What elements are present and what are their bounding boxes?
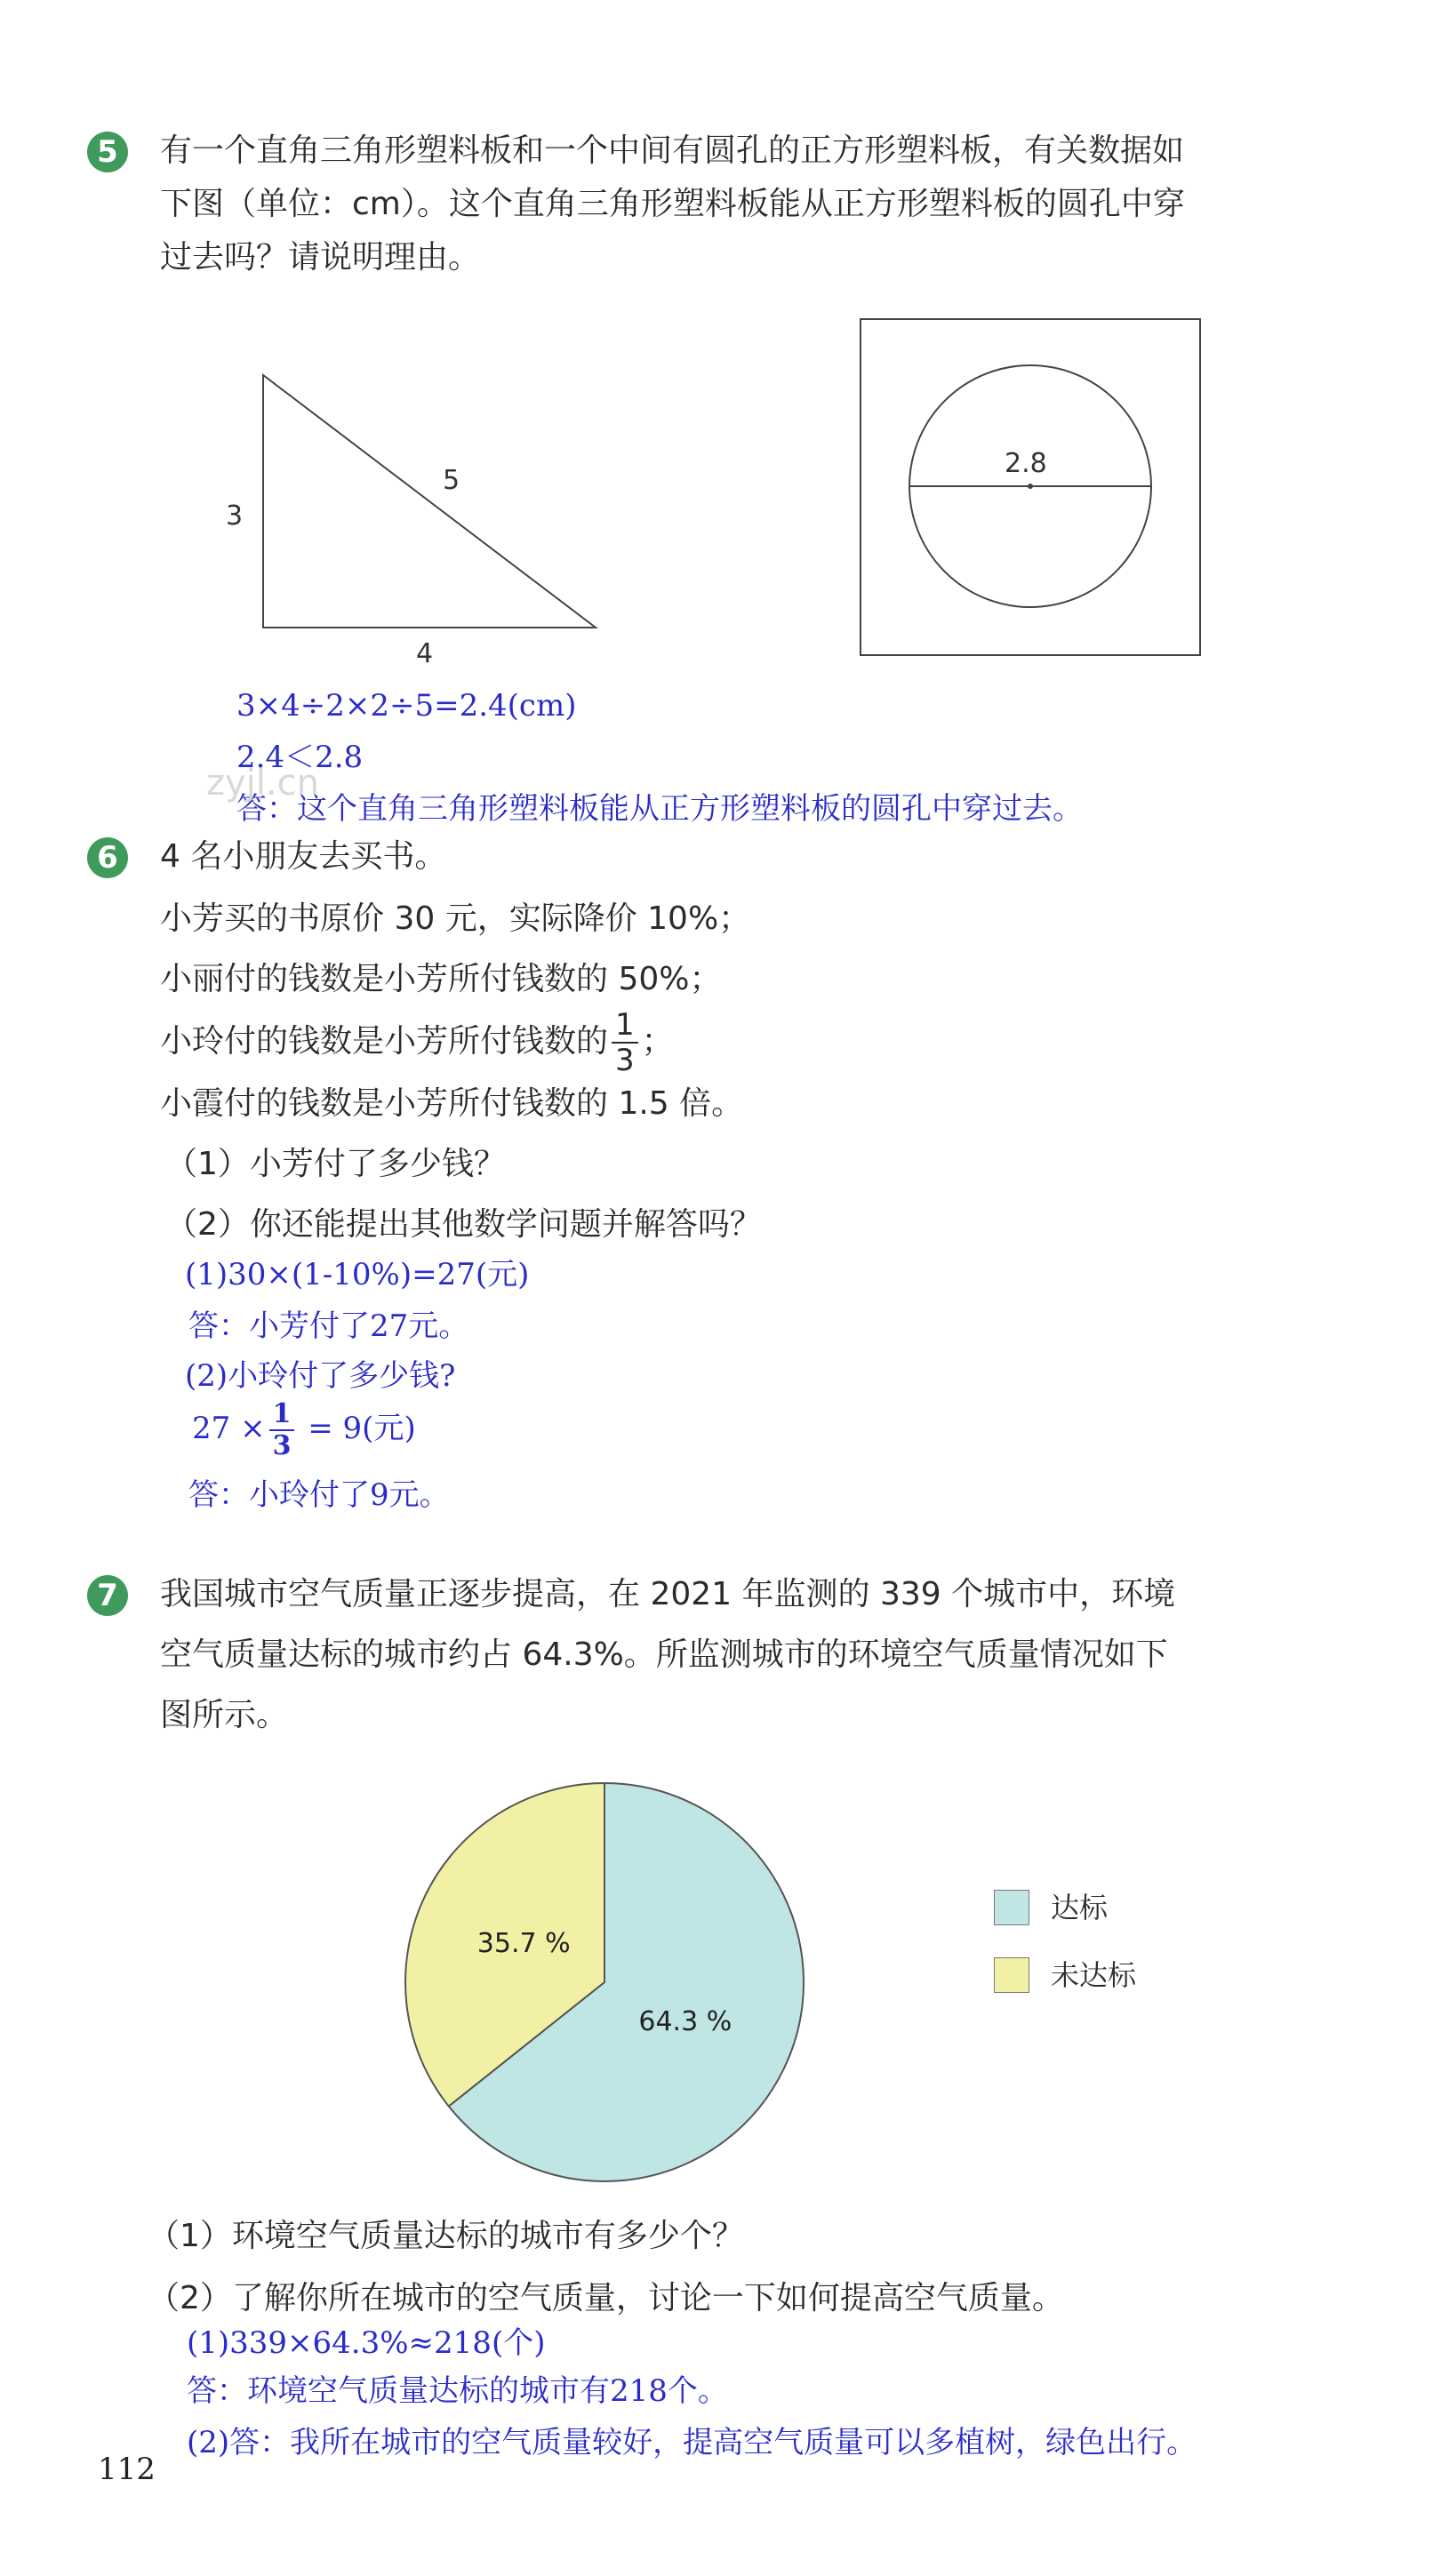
legend-item	[994, 1890, 1207, 1925]
fraction-denominator: 3	[615, 1043, 635, 1078]
question-text-line: 小芳买的书原价 30 元，实际降价 10%；	[160, 900, 751, 937]
fraction-denominator: 3	[272, 1430, 292, 1461]
question-text-line: 图所示。	[160, 1697, 289, 1733]
pie-slice-label: 35.7 %	[476, 1928, 571, 1960]
answer-line: 2.4＜2.8	[236, 740, 364, 775]
question-text-line: 有一个直角三角形塑料板和一个中间有圆孔的正方形塑料板，有关数据如	[160, 132, 1185, 169]
sub-question: （2）了解你所在城市的空气质量，讨论一下如何提高空气质量。	[148, 2280, 1064, 2316]
answer-line: 答：小玲付了9元。	[188, 1477, 450, 1513]
page-number: 112	[98, 2452, 156, 2487]
question-number-badge: 5	[87, 132, 128, 172]
square-with-hole-figure	[853, 316, 1209, 662]
answer-line: (1)339×64.3%≈218(个)	[187, 2325, 546, 2361]
legend-label: 未达标	[1051, 1958, 1137, 1992]
question-text-line: 下图（单位：cm）。这个直角三角形塑料板能从正方形塑料板的圆孔中穿	[160, 186, 1185, 222]
circle-diameter-label: 2.8	[1005, 448, 1047, 479]
question-text-line: 小霞付的钱数是小芳所付钱数的 1.5 倍。	[160, 1085, 744, 1122]
answer-line: (1)30×(1-10%)=27(元)	[185, 1257, 530, 1292]
triangle-side-left-label: 3	[226, 500, 244, 532]
chart-legend	[994, 1890, 1207, 1993]
watermark: zyjl.cn	[206, 763, 319, 804]
legend-item	[994, 1957, 1207, 1993]
air-quality-pie-chart	[391, 1769, 818, 2196]
question-number-badge: 7	[87, 1575, 128, 1616]
triangle-side-bottom-label: 4	[416, 638, 434, 669]
answer-suffix: = 9(元)	[308, 1411, 416, 1446]
legend-swatch	[994, 1890, 1029, 1925]
legend-label: 达标	[1051, 1891, 1109, 1924]
triangle-side-hyp-label: 5	[443, 465, 460, 496]
fraction	[269, 1398, 295, 1461]
question-text-line: 空气质量达标的城市约占 64.3%。所监测城市的环境空气质量情况如下	[160, 1636, 1168, 1673]
legend-swatch	[994, 1957, 1029, 1993]
question-title: 4 名小朋友去买书。	[160, 838, 447, 875]
answer-prefix: 27 ×	[192, 1411, 266, 1446]
sub-question: （2）你还能提出其他数学问题并解答吗？	[165, 1206, 762, 1243]
right-triangle-figure	[204, 356, 631, 676]
fraction-numerator: 1	[612, 1010, 638, 1044]
pie-slice-label: 64.3 %	[638, 2005, 733, 2037]
sub-question: （1）小芳付了多少钱？	[165, 1146, 506, 1182]
answer-line: 答：这个直角三角形塑料板能从正方形塑料板的圆孔中穿过去。	[236, 791, 1083, 827]
answer-line: (2)答：我所在城市的空气质量较好，提高空气质量可以多植树，绿色出行。	[187, 2425, 1197, 2460]
answer-line: 答：小芳付了27元。	[188, 1308, 469, 1344]
answer-line: 答：环境空气质量达标的城市有218个。	[187, 2373, 728, 2409]
fraction-line-suffix: ；	[641, 1023, 674, 1060]
question-text-line-fraction	[160, 1007, 674, 1078]
answer-line-fraction	[192, 1398, 416, 1461]
question-text-line: 小丽付的钱数是小芳所付钱数的 50%；	[160, 961, 722, 997]
fraction-line-prefix: 小玲付的钱数是小芳所付钱数的	[160, 1023, 609, 1060]
question-text-line: 过去吗？请说明理由。	[160, 239, 481, 276]
answer-line: (2)小玲付了多少钱?	[185, 1358, 456, 1394]
sub-question: （1）环境空气质量达标的城市有多少个？	[148, 2218, 744, 2254]
fraction-numerator: 1	[269, 1401, 295, 1431]
question-text-line: 我国城市空气质量正逐步提高，在 2021 年监测的 339 个城市中，环境	[160, 1576, 1176, 1612]
question-number-badge: 6	[87, 837, 128, 878]
answer-line: 3×4÷2×2÷5=2.4(cm)	[236, 688, 577, 724]
fraction	[612, 1007, 638, 1078]
